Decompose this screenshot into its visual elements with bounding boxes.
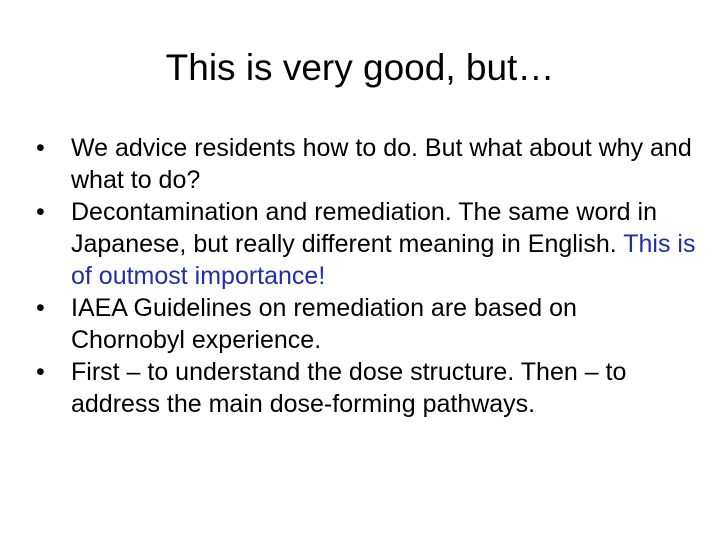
bullet-text: IAEA Guidelines on remediation are based on Chornobyl experience. (71, 294, 577, 354)
bullet-dot-icon: • (36, 198, 45, 226)
bullet-dot-icon: • (36, 134, 45, 162)
bullet-dot-icon: • (36, 294, 45, 322)
bullet-text: We advice residents how to do. But what about why and what to do? (71, 134, 692, 194)
bullet-item-3 (36, 292, 696, 356)
bullet-item-4 (36, 356, 696, 420)
slide-title: This is very good, but… (165, 47, 555, 88)
bullet-text: First – to understand the dose structure. Then – to address the main dose-forming pathways. (71, 358, 627, 418)
bullet-list (36, 132, 696, 420)
bullet-item-1 (36, 132, 696, 196)
bullet-item-2 (36, 196, 696, 292)
bullet-dot-icon: • (36, 358, 45, 386)
bullet-highlight-text: This is of outmost importance! (71, 230, 696, 290)
bullet-text: Decontamination and remediation. The same word in Japanese, but really different meaning in English. (71, 198, 657, 258)
